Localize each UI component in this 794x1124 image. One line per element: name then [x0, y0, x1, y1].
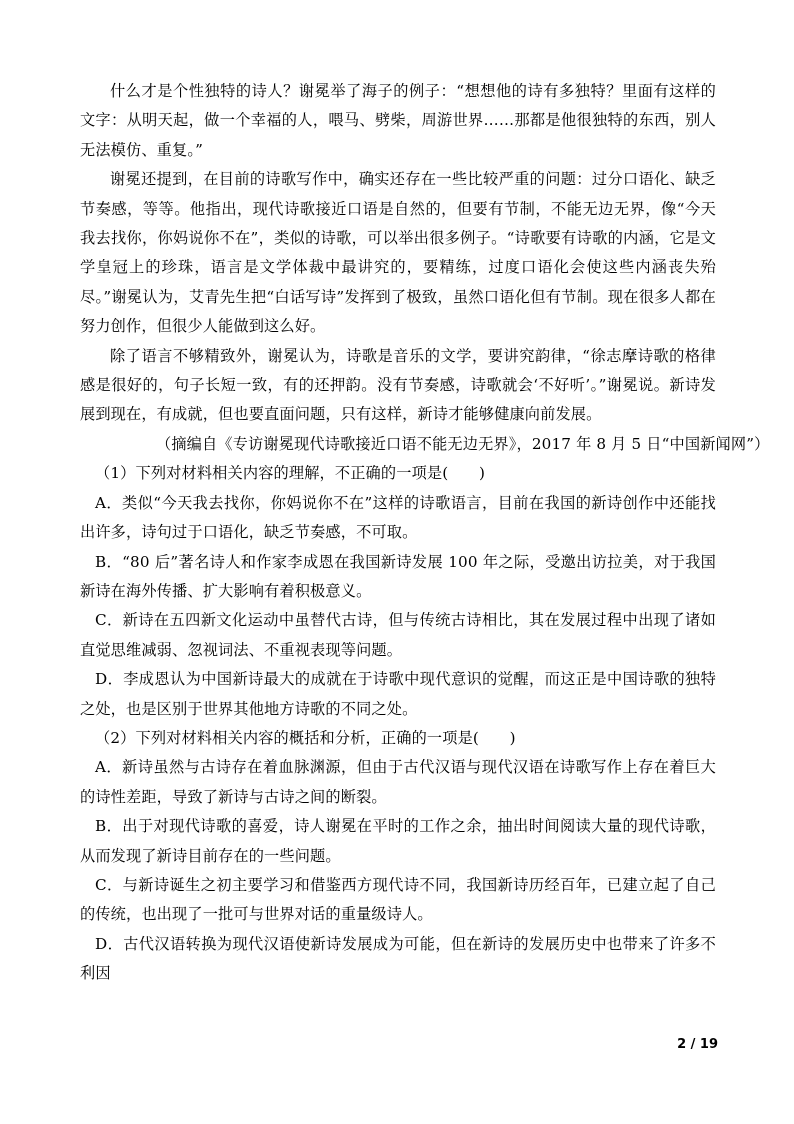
question-2-option-a: A．新诗虽然与古诗存在着血脉渊源，但由于古代汉语与现代汉语在诗歌写作上存在着巨大的诗性差距，导致了新诗与古诗之间的断裂。: [80, 758, 716, 806]
question-1-stem: （1）下列对材料相关内容的理解，不正确的一项是( ): [95, 464, 486, 483]
question-1-option-a: A．类似“今天我去找你，你妈说你不在”这样的诗歌语言，目前在我国的新诗创作中还能找出许多，诗句过于口语化，缺乏节奏感，不可取。: [80, 493, 716, 542]
source-citation: （摘编自《专访谢冕现代诗歌接近口语不能无边无界》，2017 年 8 月 5 日“中国新闻网”）: [156, 434, 770, 453]
question-2-option-c: C．与新诗诞生之初主要学习和借鉴西方现代诗不同，我国新诗历经百年，已建立起了自己的传统，也出现了一批可与世界对话的重量级诗人。: [80, 875, 716, 924]
page-number: 2 / 19: [677, 1037, 718, 1052]
question-1-option-c: C．新诗在五四新文化运动中虽替代古诗，但与传统古诗相比，其在发展过程中出现了诸如直觉思维减弱、忽视词法、不重视表现等问题。: [80, 611, 716, 659]
paragraph-haizi: 什么才是个性独特的诗人？谢冕举了海子的例子：“想想他的诗有多独特？里面有这样的文字：从明天起，做一个幸福的人，喂马、劈柴，周游世界……那都是他很独特的东西，别人无法模仿、重复。”: [80, 82, 716, 159]
question-1-option-d: D．李成恩认为中国新诗最大的成就在于诗歌中现代意识的觉醒，而这正是中国诗歌的独特之处，也是区别于世界其他地方诗歌的不同之处。: [80, 670, 716, 718]
paragraph-colloquial: 谢冕还提到，在目前的诗歌写作中，确实还存在一些比较严重的问题：过分口语化、缺乏节奏感，等等。他指出，现代诗歌接近口语是自然的，但要有节制，不能无边无界，像“今天我去找你，你妈说你不在”，类似的诗歌，可以举出很多例子。“诗歌要有诗歌的内涵，它是文学皇冠上的珍珠，语言是文学体裁中最讲究的，要精练，过度口语化会使这些内涵丧失殆尽。”谢冕认为，艾青先生把“白话写诗”发挥到了极致，虽然口语化但有节制。现在很多人都在努力创作，但很少人能做到这么好。: [80, 170, 716, 336]
question-2-option-d: D．古代汉语转换为现代汉语使新诗发展成为可能，但在新诗的发展历史中也带来了许多不利因: [80, 934, 716, 983]
paragraph-rhythm: 除了语言不够精致外，谢冕认为，诗歌是音乐的文学，要讲究韵律，“徐志摩诗歌的格律感是很好的，句子长短一致，有的还押韵。没有节奏感，诗歌就会‘不好听’。”谢冕说。新诗发展到现在，有成就，但也要直面问题，只有这样，新诗才能够健康向前发展。: [80, 346, 716, 424]
question-1-option-b: B．“80 后”著名诗人和作家李成恩在我国新诗发展 100 年之际，受邀出访拉美，对于我国新诗在海外传播、扩大影响有着积极意义。: [80, 552, 716, 600]
question-2-option-b: B．出于对现代诗歌的喜爱，诗人谢冕在平时的工作之余，抽出时间阅读大量的现代诗歌，从而发现了新诗目前存在的一些问题。: [80, 817, 716, 865]
question-2-stem: （2）下列对材料相关内容的概括和分析，正确的一项是( ): [95, 728, 516, 747]
document-body: [80, 77, 770, 989]
